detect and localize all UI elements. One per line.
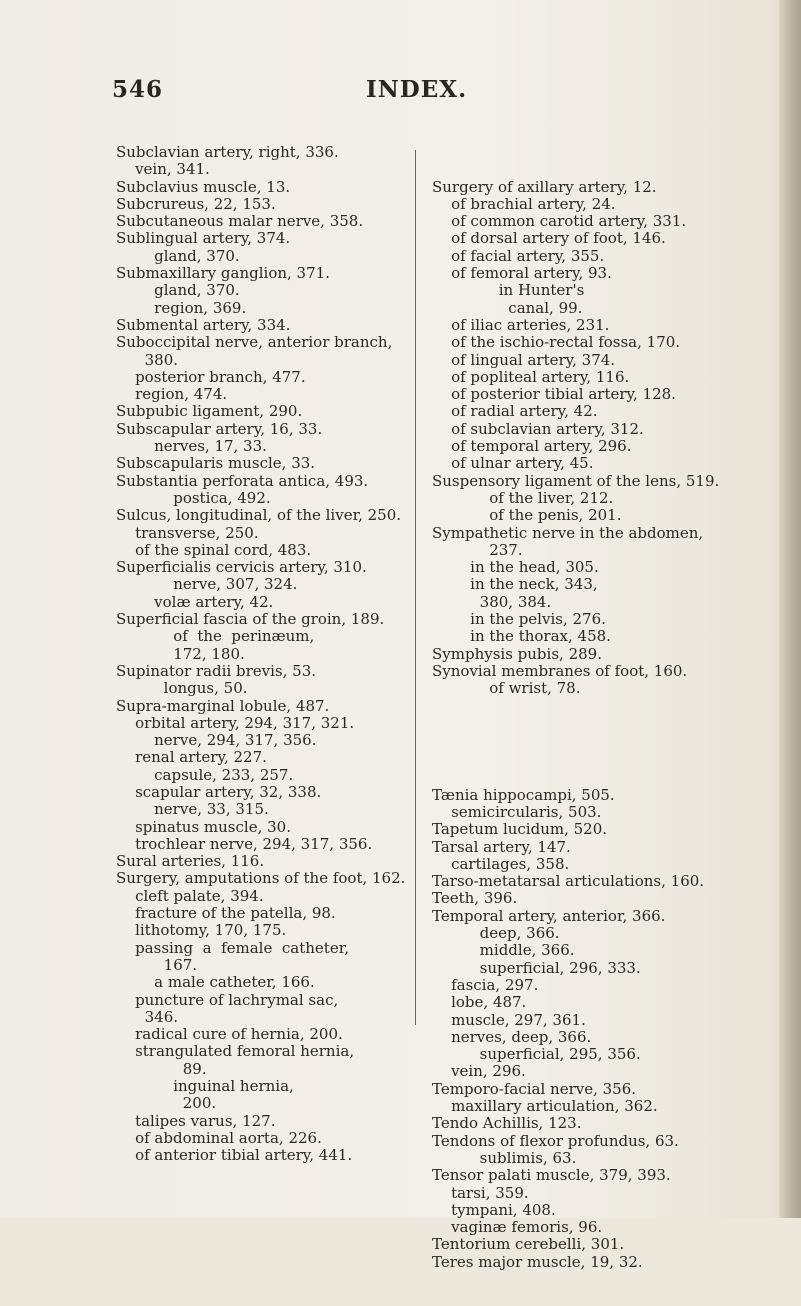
index-entry: talipes varus, 127. <box>116 1111 276 1130</box>
index-entry: Suspensory ligament of the lens, 519. <box>432 471 720 490</box>
index-entry: of temporal artery, 296. <box>432 437 632 456</box>
index-entry: of lingual artery, 374. <box>432 350 616 369</box>
index-entry: semicircularis, 503. <box>432 802 602 821</box>
index-entry: longus, 50. <box>116 679 248 698</box>
index-entry: of facial artery, 355. <box>432 246 605 265</box>
index-entry: posterior branch, 477. <box>116 367 306 386</box>
index-entry: Subscapular artery, 16, 33. <box>116 419 323 438</box>
index-entry: strangulated femoral hernia, <box>116 1042 355 1061</box>
index-entry: Surgery of axillary artery, 12. <box>432 177 657 196</box>
index-entry: tympani, 408. <box>432 1200 556 1219</box>
section-gap <box>432 732 772 752</box>
index-entry: Subclavian artery, right, 336. <box>116 143 339 161</box>
index-entry: gland, 370. <box>116 281 240 300</box>
index-entry: muscle, 297, 361. <box>432 1010 586 1029</box>
page-header <box>0 76 801 110</box>
index-entry: of abdominal aorta, 226. <box>116 1128 322 1147</box>
index-column-left <box>116 144 416 1165</box>
index-entry: Sympathetic nerve in the abdomen, <box>432 523 704 542</box>
index-entry: Superficialis cervicis artery, 310. <box>116 558 367 577</box>
index-entry: 237. <box>432 540 523 559</box>
index-entry: Tensor palati muscle, 379, 393. <box>432 1166 671 1185</box>
index-entry: of the ischio-rectal fossa, 170. <box>432 333 681 352</box>
index-entry: of the liver, 212. <box>432 488 614 507</box>
index-entry: maxillary articulation, 362. <box>432 1097 658 1116</box>
index-entry: gland, 370. <box>116 246 240 265</box>
index-entry: 172, 180. <box>116 644 245 663</box>
index-group-t <box>432 787 772 1271</box>
index-entry: of anterior tibial artery, 441. <box>116 1146 353 1165</box>
index-entry: Subscapularis muscle, 33. <box>116 454 316 473</box>
index-entry: in the neck, 343, <box>432 575 598 594</box>
index-entry: of ulnar artery, 45. <box>432 454 594 473</box>
index-entry: Subcutaneous malar nerve, 358. <box>116 212 364 231</box>
index-entry: nerve, 307, 324. <box>116 575 298 594</box>
index-entry: fascia, 297. <box>432 975 539 994</box>
index-entry: of brachial artery, 24. <box>432 194 616 213</box>
index-entry: of posterior tibial artery, 128. <box>432 385 676 404</box>
index-entry: of popliteal artery, 116. <box>432 367 630 386</box>
index-entry: of radial artery, 42. <box>432 402 598 421</box>
index-entry: Tendo Achillis, 123. <box>432 1114 582 1133</box>
index-entry: cleft palate, 394. <box>116 886 264 905</box>
index-entry: a male catheter, 166. <box>116 973 315 992</box>
index-entry: Tænia hippocampi, 505. <box>432 785 615 804</box>
index-entry: superficial, 296, 333. <box>432 958 641 977</box>
index-entry: nerve, 294, 317, 356. <box>116 731 317 750</box>
index-entry: nerves, 17, 33. <box>116 437 267 456</box>
index-entry: 380. <box>116 350 179 369</box>
index-entry: Tapetum lucidum, 520. <box>432 820 608 839</box>
index-entry: fracture of the patella, 98. <box>116 904 336 923</box>
index-entry: postica, 492. <box>116 488 271 507</box>
index-entry: middle, 366. <box>432 941 575 960</box>
index-entry: sublimis, 63. <box>432 1148 577 1167</box>
index-entry: renal artery, 227. <box>116 748 267 767</box>
index-entry: in the pelvis, 276. <box>432 610 606 629</box>
index-entry: Superficial fascia of the groin, 189. <box>116 610 385 629</box>
index-entry: puncture of lachrymal sac, <box>116 990 339 1009</box>
index-entry: radical cure of hernia, 200. <box>116 1025 343 1044</box>
index-entry: inguinal hernia, <box>116 1077 294 1096</box>
index-entry: region, 369. <box>116 298 247 317</box>
index-entry: 200. <box>116 1094 217 1113</box>
index-entry: Substantia perforata antica, 493. <box>116 471 369 490</box>
index-entry: of femoral artery, 93. <box>432 264 612 283</box>
index-group-s <box>432 179 772 698</box>
index-entry: 380, 384. <box>432 592 552 611</box>
index-entry: of common carotid artery, 331. <box>432 212 687 231</box>
index-entry: of the penis, 201. <box>432 506 622 525</box>
index-entry: Sural arteries, 116. <box>116 852 265 871</box>
index-entry: 89. <box>116 1059 207 1078</box>
index-entry: Submental artery, 334. <box>116 315 291 334</box>
index-entry: vaginæ femoris, 96. <box>432 1218 603 1237</box>
index-entry: scapular artery, 32, 338. <box>116 782 322 801</box>
index-entry: lobe, 487. <box>432 993 527 1012</box>
index-entry: lithotomy, 170, 175. <box>116 921 287 940</box>
index-entry: Tarsal artery, 147. <box>432 837 571 856</box>
index-entry: volæ artery, 42. <box>116 592 274 611</box>
index-entry: Suboccipital nerve, anterior branch, <box>116 333 393 352</box>
page-number: 546 <box>112 76 164 103</box>
index-entry: in the thorax, 458. <box>432 627 611 646</box>
index-entry: of the perinæum, <box>116 627 315 646</box>
index-entry: Tendons of flexor profundus, 63. <box>432 1131 679 1150</box>
index-entry: Sulcus, longitudinal, of the liver, 250. <box>116 506 402 525</box>
index-entry: Subcrureus, 22, 153. <box>116 194 276 213</box>
index-entry: of wrist, 78. <box>432 679 581 698</box>
index-entry: Tentorium cerebelli, 301. <box>432 1235 625 1254</box>
index-entry: Subclavius muscle, 13. <box>116 177 291 196</box>
index-entry: of subclavian artery, 312. <box>432 419 644 438</box>
index-entry: Supinator radii brevis, 53. <box>116 661 317 680</box>
index-entry: Temporal artery, anterior, 366. <box>432 906 666 925</box>
index-entry: nerve, 33, 315. <box>116 800 269 819</box>
column-divider <box>415 150 416 1025</box>
index-entry: capsule, 233, 257. <box>116 765 294 784</box>
index-entry: Supra-marginal lobule, 487. <box>116 696 330 715</box>
page-title: INDEX. <box>366 76 468 103</box>
index-entry: Teeth, 396. <box>432 889 518 908</box>
index-entry: canal, 99. <box>432 298 583 317</box>
index-entry: trochlear nerve, 294, 317, 356. <box>116 834 373 853</box>
index-entry: Sublingual artery, 374. <box>116 229 291 248</box>
index-entry: Submaxillary ganglion, 371. <box>116 264 330 283</box>
index-entry: orbital artery, 294, 317, 321. <box>116 713 355 732</box>
index-entry: 346. <box>116 1007 179 1026</box>
index-entry: in the head, 305. <box>432 558 599 577</box>
index-entry: Temporo-facial nerve, 356. <box>432 1079 637 1098</box>
index-entry: nerves, deep, 366. <box>432 1027 592 1046</box>
index-entry: Synovial membranes of foot, 160. <box>432 661 688 680</box>
index-entry: vein, 341. <box>116 160 210 179</box>
index-entry: of iliac arteries, 231. <box>432 315 610 334</box>
index-column-right <box>432 144 772 1306</box>
index-entry: Surgery, amputations of the foot, 162. <box>116 869 406 888</box>
index-entry: vein, 296. <box>432 1062 526 1081</box>
index-entry: Subpubic ligament, 290. <box>116 402 303 421</box>
index-entry: region, 474. <box>116 385 228 404</box>
index-entry: cartilages, 358. <box>432 854 570 873</box>
page-edge-shadow <box>779 0 801 1218</box>
index-entry: spinatus muscle, 30. <box>116 817 291 836</box>
index-entry: tarsi, 359. <box>432 1183 529 1202</box>
index-entry: in Hunter's <box>432 281 585 300</box>
index-entry: Teres major muscle, 19, 32. <box>432 1252 643 1271</box>
index-entry: Tarso-metatarsal articulations, 160. <box>432 872 705 891</box>
index-entry: transverse, 250. <box>116 523 259 542</box>
index-entry: of dorsal artery of foot, 146. <box>432 229 666 248</box>
index-entry: of the spinal cord, 483. <box>116 540 312 559</box>
index-entry: 167. <box>116 955 198 974</box>
index-entry: superficial, 295, 356. <box>432 1045 641 1064</box>
index-entry: deep, 366. <box>432 924 560 943</box>
index-entry: passing a female catheter, <box>116 938 349 957</box>
index-entry: Symphysis pubis, 289. <box>432 644 602 663</box>
